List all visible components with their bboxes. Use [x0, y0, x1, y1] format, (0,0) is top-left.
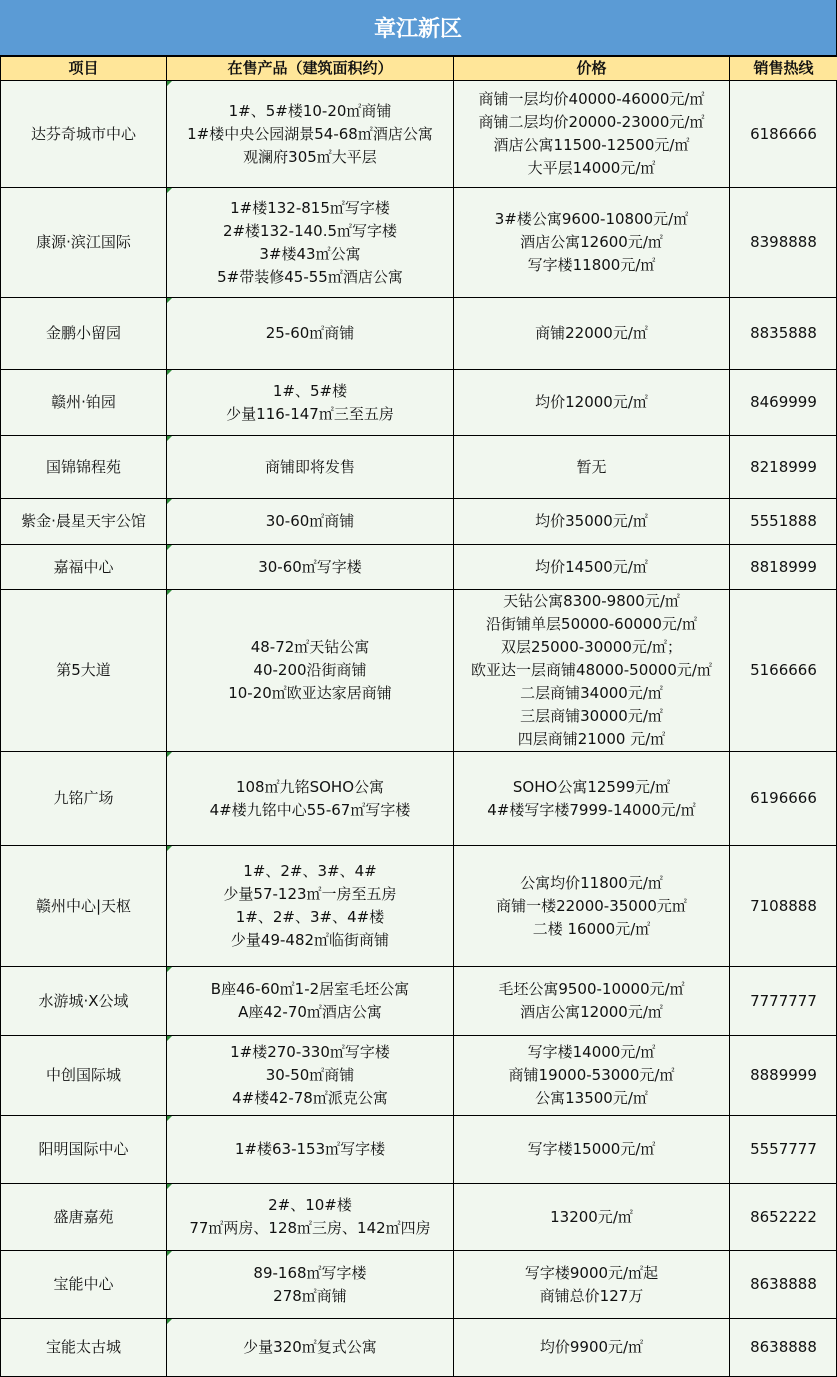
price-cell	[454, 499, 730, 545]
table-row	[1, 1184, 837, 1251]
price-line: 公寓13500元/㎡	[535, 1089, 648, 1107]
project-name: 国锦锦程苑	[1, 436, 167, 499]
product-line: A座42-70㎡酒店公寓	[238, 1003, 382, 1021]
price-line: 均价14500元/㎡	[535, 557, 648, 576]
cell-comment-marker	[167, 298, 172, 303]
sales-hotline: 8638888	[730, 1251, 837, 1319]
products-cell	[167, 188, 454, 298]
price-line: 均价9900元/㎡	[539, 1338, 644, 1356]
table-body	[1, 81, 837, 1377]
price-cell	[454, 436, 730, 499]
product-line: 3#楼43㎡公寓	[259, 244, 361, 263]
price-line: 商铺22000元/㎡	[535, 324, 648, 342]
project-name: 中创国际城	[1, 1036, 167, 1116]
product-line: 4#楼42-78㎡派克公寓	[232, 1089, 388, 1107]
cell-comment-marker	[167, 1036, 172, 1041]
project-name: 九铭广场	[1, 752, 167, 846]
price-line: 3#楼公寓9600-10800元/㎡	[494, 210, 689, 228]
price-line: 沿街铺单层50000-60000元/㎡	[486, 615, 697, 633]
product-line: 1#楼中央公园湖景54-68㎡酒店公寓	[187, 124, 433, 143]
price-line: 商铺一楼22000-35000元㎡	[496, 896, 687, 915]
price-line: 商铺19000-53000元/㎡	[508, 1066, 675, 1084]
product-line: 商铺即将发售	[264, 457, 355, 476]
product-line: 10-20㎡欧亚达家居商铺	[228, 684, 392, 702]
product-line: 2#楼132-140.5㎡写字楼	[222, 221, 398, 240]
table-row	[1, 499, 837, 545]
products-cell	[167, 298, 454, 370]
products-cell	[167, 1319, 454, 1377]
table-row	[1, 1036, 837, 1116]
table-row	[1, 1319, 837, 1377]
product-line: 5#带装修45-55㎡酒店公寓	[217, 267, 403, 286]
sheet-title: 章江新区	[0, 0, 836, 56]
sales-hotline: 6196666	[730, 752, 837, 846]
cell-comment-marker	[167, 752, 172, 757]
sales-hotline: 8652222	[730, 1184, 837, 1251]
table-row	[1, 1116, 837, 1184]
table-row	[1, 752, 837, 846]
products-cell	[167, 81, 454, 188]
project-name: 赣州中心|天枢	[1, 846, 167, 967]
price-cell	[454, 1116, 730, 1184]
price-line: 大平层14000元/㎡	[527, 159, 656, 177]
table-row	[1, 846, 837, 967]
product-line: 1#、5#楼	[272, 381, 348, 400]
table-row	[1, 590, 837, 752]
price-line: 商铺二层均价20000-23000元/㎡	[478, 113, 705, 131]
products-cell	[167, 1036, 454, 1116]
product-line: 25-60㎡商铺	[265, 324, 355, 342]
sales-hotline: 5551888	[730, 499, 837, 545]
project-name: 水游城·X公域	[1, 967, 167, 1036]
price-cell	[454, 846, 730, 967]
price-line: 13200元/㎡	[550, 1207, 633, 1226]
sales-hotline: 5166666	[730, 590, 837, 752]
project-name: 金鹏小留园	[1, 298, 167, 370]
cell-comment-marker	[167, 1251, 172, 1256]
table-row	[1, 1251, 837, 1319]
header-products: 在售产品（建筑面积约）	[167, 57, 454, 81]
product-line: 1#、2#、3#、4#	[243, 862, 377, 880]
product-line: 少量116-147㎡三至五房	[226, 404, 394, 423]
price-line: 写字楼14000元/㎡	[527, 1043, 656, 1061]
product-line: 观澜府305㎡大平层	[243, 147, 377, 166]
sales-hotline: 6186666	[730, 81, 837, 188]
cell-comment-marker	[167, 1319, 172, 1324]
products-cell	[167, 545, 454, 590]
project-table	[0, 56, 837, 1377]
price-line: 商铺总价127万	[539, 1286, 644, 1305]
project-name: 康源·滨江国际	[1, 188, 167, 298]
cell-comment-marker	[167, 188, 172, 193]
products-cell	[167, 499, 454, 545]
product-line: 108㎡九铭SOHO公寓	[235, 777, 385, 796]
product-line: 1#楼63-153㎡写字楼	[234, 1140, 386, 1158]
price-cell	[454, 590, 730, 752]
product-line: 89-168㎡写字楼	[253, 1263, 367, 1282]
price-cell	[454, 1036, 730, 1116]
sales-hotline: 7777777	[730, 967, 837, 1036]
products-cell	[167, 1251, 454, 1319]
cell-comment-marker	[167, 545, 172, 550]
price-line: 天钻公寓8300-9800元/㎡	[503, 592, 680, 610]
price-line: 二楼 16000元/㎡	[532, 919, 651, 938]
price-line: 酒店公寓12600元/㎡	[520, 233, 663, 251]
products-cell	[167, 1116, 454, 1184]
sales-hotline: 7108888	[730, 846, 837, 967]
price-cell	[454, 298, 730, 370]
product-line: 48-72㎡天钻公寓	[250, 638, 370, 656]
product-line: 30-60㎡商铺	[265, 512, 355, 530]
cell-comment-marker	[167, 1116, 172, 1121]
sales-hotline: 8889999	[730, 1036, 837, 1116]
product-line: 少量57-123㎡一房至五房	[223, 885, 397, 903]
table-row	[1, 545, 837, 590]
cell-comment-marker	[167, 590, 172, 595]
project-name: 达芬奇城市中心	[1, 81, 167, 188]
products-cell	[167, 967, 454, 1036]
product-line: 40-200沿街商铺	[253, 661, 367, 679]
project-name: 赣州·铂园	[1, 370, 167, 436]
product-line: 少量49-482㎡临街商铺	[230, 931, 390, 949]
product-line: 2#、10#楼	[268, 1196, 352, 1214]
project-name: 盛唐嘉苑	[1, 1184, 167, 1251]
table-row	[1, 188, 837, 298]
price-cell	[454, 1251, 730, 1319]
products-cell	[167, 752, 454, 846]
project-name: 宝能中心	[1, 1251, 167, 1319]
product-line: B座46-60㎡1-2居室毛坯公寓	[210, 980, 410, 998]
table-row	[1, 370, 837, 436]
project-name: 宝能太古城	[1, 1319, 167, 1377]
sales-hotline: 8835888	[730, 298, 837, 370]
price-line: 酒店公寓11500-12500元/㎡	[493, 136, 690, 154]
table-row	[1, 81, 837, 188]
product-line: 30-50㎡商铺	[265, 1066, 355, 1084]
project-name: 嘉福中心	[1, 545, 167, 590]
cell-comment-marker	[167, 967, 172, 972]
price-line: 毛坯公寓9500-10000元/㎡	[498, 980, 685, 998]
header-row	[1, 57, 837, 81]
price-line: 均价12000元/㎡	[535, 393, 648, 411]
price-line: 写字楼15000元/㎡	[527, 1140, 656, 1158]
product-line: 1#楼132-815㎡写字楼	[230, 198, 390, 217]
products-cell	[167, 370, 454, 436]
price-line: 酒店公寓12000元/㎡	[520, 1003, 663, 1021]
product-line: 1#、5#楼10-20㎡商铺	[228, 101, 392, 120]
price-line: 二层商铺34000元/㎡	[520, 684, 663, 702]
cell-comment-marker	[167, 370, 172, 375]
header-price: 价格	[454, 57, 730, 81]
sales-hotline: 8469999	[730, 370, 837, 436]
price-line: 双层25000-30000元/㎡；	[501, 638, 682, 656]
project-name: 阳明国际中心	[1, 1116, 167, 1184]
products-cell	[167, 846, 454, 967]
price-line: 写字楼9000元/㎡起	[524, 1263, 659, 1282]
products-cell	[167, 1184, 454, 1251]
product-line: 少量320㎡复式公寓	[243, 1338, 377, 1356]
cell-comment-marker	[167, 846, 172, 851]
sales-hotline: 8218999	[730, 436, 837, 499]
header-hotline: 销售热线	[730, 57, 837, 81]
product-line: 77㎡两房、128㎡三房、142㎡四房	[189, 1219, 431, 1237]
price-line: 欧亚达一层商铺48000-50000元/㎡	[471, 661, 712, 679]
product-line: 4#楼九铭中心55-67㎡写字楼	[209, 800, 411, 819]
product-line: 1#楼270-330㎡写字楼	[230, 1043, 390, 1061]
products-cell	[167, 436, 454, 499]
sales-hotline: 8818999	[730, 545, 837, 590]
price-line: 4#楼写字楼7999-14000元/㎡	[487, 800, 696, 819]
product-line: 30-60㎡写字楼	[258, 557, 362, 576]
project-name: 紫金·晨星天宇公馆	[1, 499, 167, 545]
price-cell	[454, 752, 730, 846]
cell-comment-marker	[167, 81, 172, 86]
sales-hotline: 8398888	[730, 188, 837, 298]
price-cell	[454, 1319, 730, 1377]
price-cell	[454, 81, 730, 188]
price-line: 公寓均价11800元/㎡	[520, 873, 663, 892]
price-line: SOHO公寓12599元/㎡	[512, 777, 671, 796]
price-line: 均价35000元/㎡	[535, 512, 648, 530]
sales-hotline: 8638888	[730, 1319, 837, 1377]
price-line: 暂无	[576, 457, 607, 476]
table-row	[1, 967, 837, 1036]
price-line: 商铺一层均价40000-46000元/㎡	[478, 90, 705, 108]
products-cell	[167, 590, 454, 752]
price-cell	[454, 545, 730, 590]
price-cell	[454, 188, 730, 298]
cell-comment-marker	[167, 436, 172, 441]
product-line: 278㎡商铺	[273, 1286, 347, 1305]
price-line: 四层商铺21000 元/㎡	[517, 730, 666, 748]
price-cell	[454, 967, 730, 1036]
table-row	[1, 436, 837, 499]
price-line: 写字楼11800元/㎡	[527, 256, 656, 274]
header-project: 项目	[1, 57, 167, 81]
project-name: 第5大道	[1, 590, 167, 752]
cell-comment-marker	[167, 1184, 172, 1189]
price-cell	[454, 370, 730, 436]
table-row	[1, 298, 837, 370]
price-cell	[454, 1184, 730, 1251]
cell-comment-marker	[167, 499, 172, 504]
product-line: 1#、2#、3#、4#楼	[235, 908, 385, 926]
price-line: 三层商铺30000元/㎡	[520, 707, 663, 725]
sales-hotline: 5557777	[730, 1116, 837, 1184]
